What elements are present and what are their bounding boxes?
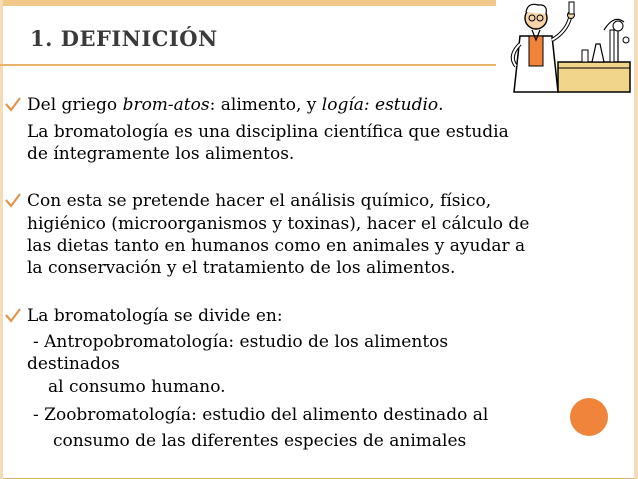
bullet-1-term-2: logía: estudio xyxy=(321,95,439,115)
sub-item-1-line-3: al consumo humano. xyxy=(48,377,226,397)
bullet-3-line-1: La bromatología se divide en: xyxy=(27,306,283,326)
sub-item-2-line-2: consumo de las diferentes especies de animales xyxy=(53,431,467,451)
left-border xyxy=(0,0,3,479)
sub-item-2-line-1: - Zoobromatología: estudio del alimento destinado al xyxy=(33,405,489,425)
title-underline xyxy=(0,64,500,66)
scientist-illustration xyxy=(496,0,634,96)
bullet-2-line-1: Con esta se pretende hacer el análisis químico, físico, xyxy=(27,191,492,211)
bullet-1-text-a: Del griego xyxy=(27,95,123,115)
slide-title: 1. DEFINICIÓN xyxy=(30,26,218,51)
decorative-orange-circle xyxy=(570,398,608,436)
bullet-1-line-1 xyxy=(27,94,602,116)
bullet-1-line-3: de íntegramente los alimentos. xyxy=(27,144,295,164)
bullet-2-line-4: la conservación y el tratamiento de los alimentos. xyxy=(27,258,456,278)
right-border xyxy=(634,0,638,479)
bullet-2-line-2: higiénico (microorganismos y toxinas), hacer el cálculo de xyxy=(27,214,530,234)
checkmark-bullet-icon xyxy=(4,96,22,114)
bullet-2-line-3: las dietas tanto en humanos como en animales y ayudar a xyxy=(27,236,526,256)
sub-item-1-line-1: - Antropobromatología: estudio de los alimentos xyxy=(33,332,449,352)
bullet-1-text-c: . xyxy=(438,95,444,115)
checkmark-bullet-icon xyxy=(4,192,22,210)
bullet-1-term-1: brom-atos xyxy=(122,95,210,115)
checkmark-bullet-icon xyxy=(4,307,22,325)
bullet-1-line-2: La bromatología es una disciplina científica que estudia xyxy=(27,122,509,142)
bullet-1-text-b: : alimento, y xyxy=(209,95,322,115)
sub-item-1-line-2: destinados xyxy=(27,354,120,374)
